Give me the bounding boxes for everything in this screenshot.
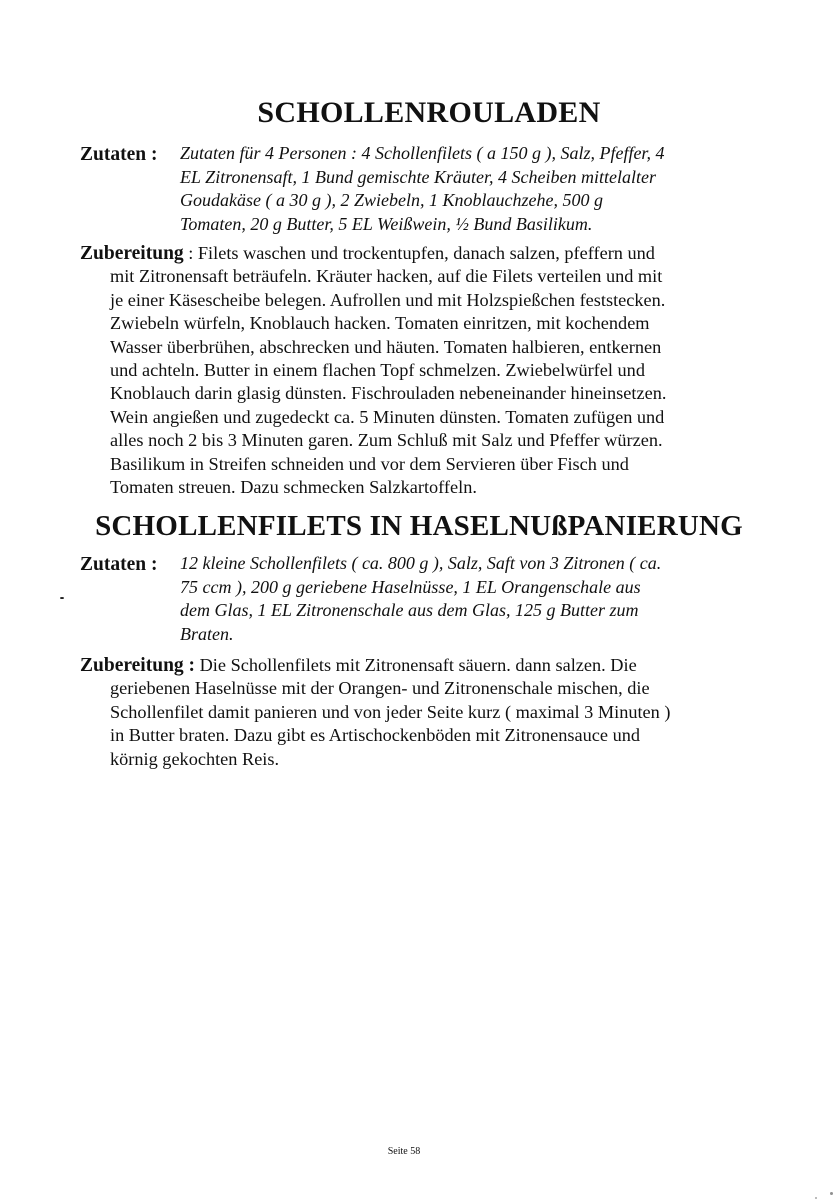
preparation-line: Wasser überbrühen, abschrecken und häuten. Tomaten halbieren, entkernen [110, 336, 662, 357]
ingredients-label: Zutaten : [80, 144, 158, 165]
ingredients-line: 75 ccm ), 200 g geriebene Haselnüsse, 1 EL Orangenschale aus [180, 576, 641, 597]
preparation-line: Zwiebeln würfeln, Knoblauch hacken. Tomaten einritzen, mit kochendem [110, 313, 650, 334]
preparation-line: Die Schollenfilets mit Zitronensaft säuern. dann salzen. Die [195, 655, 637, 675]
preparation-line: : Filets waschen und trockentupfen, danach salzen, pfeffern und [183, 243, 655, 263]
preparation-line: geriebenen Haselnüsse mit der Orangen- und Zitronenschale mischen, die [110, 678, 650, 699]
preparation-line: körnig gekochten Reis. [110, 748, 280, 769]
ingredients-line: Goudakäse ( a 30 g ), 2 Zwiebeln, 1 Knoblauchzehe, 500 g [180, 190, 603, 210]
preparation-first-line [80, 242, 730, 265]
preparation-first-line [80, 654, 730, 677]
preparation-line: Wein angießen und zugedeckt ca. 5 Minuten dünsten. Tomaten zufügen und [110, 406, 665, 427]
scan-speck [830, 1192, 833, 1195]
preparation-line: Tomaten streuen. Dazu schmecken Salzkartoffeln. [110, 477, 477, 498]
preparation-line: in Butter braten. Dazu gibt es Artischockenböden mit Zitronensauce und [110, 725, 641, 746]
ingredients-text [180, 552, 755, 646]
preparation-line: Schollenfilet damit panieren und von jeder Seite kurz ( maximal 3 Minuten ) [110, 701, 671, 722]
preparation-label: Zubereitung : [80, 655, 196, 676]
ingredients-line: Braten. [180, 623, 234, 644]
recipe-title: SCHOLLENROULADEN [257, 96, 601, 129]
scan-speck [60, 597, 64, 599]
preparation-label: Zubereitung [80, 243, 184, 264]
ingredients-line: Zutaten für 4 Personen : 4 Schollenfilets ( a 150 g ), Salz, Pfeffer, 4 [180, 143, 665, 163]
ingredients-line: Tomaten, 20 g Butter, 5 EL Weißwein, ½ Bund Basilikum. [180, 213, 593, 234]
page-number: Seite 58 [387, 1146, 421, 1157]
preparation-line: je einer Käsescheibe belegen. Aufrollen und mit Holzspießchen feststecken. [110, 289, 666, 310]
ingredients-label: Zutaten : [80, 554, 158, 575]
ingredients-line: dem Glas, 1 EL Zitronenschale aus dem Glas, 125 g Butter zum [180, 600, 639, 620]
preparation-line: Basilikum in Streifen schneiden und vor dem Servieren über Fisch und [110, 453, 629, 474]
recipe-title: SCHOLLENFILETS IN HASELNUßPANIERUNG [95, 510, 743, 542]
preparation-text [80, 654, 730, 771]
preparation-line: und achteln. Butter in einem flachen Topf schmelzen. Zwiebelwürfel und [110, 360, 645, 381]
ingredients-line: 12 kleine Schollenfilets ( ca. 800 g ), Salz, Saft von 3 Zitronen ( ca. [180, 553, 662, 573]
preparation-body [80, 265, 730, 499]
preparation-line: mit Zitronensaft beträufeln. Kräuter hacken, auf die Filets verteilen und mit [110, 266, 663, 287]
preparation-line: alles noch 2 bis 3 Minuten garen. Zum Schluß mit Salz und Pfeffer würzen. [110, 430, 663, 451]
scan-speck [815, 1197, 817, 1199]
ingredients-text [180, 142, 755, 236]
preparation-text [80, 242, 730, 499]
ingredients-line: EL Zitronensaft, 1 Bund gemischte Kräuter, 4 Scheiben mittelalter [180, 166, 656, 187]
preparation-body [80, 677, 730, 771]
preparation-line: Knoblauch darin glasig dünsten. Fischrouladen nebeneinander hineinsetzen. [110, 383, 667, 404]
